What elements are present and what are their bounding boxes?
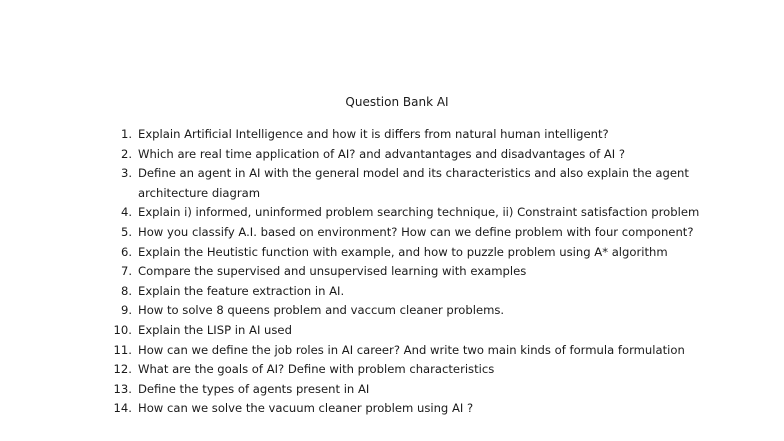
question-text: Compare the supervised and unsupervised learning with examples [138,264,527,279]
question-number: 1. [120,127,132,141]
question-item [106,125,746,145]
question-text: Explain the LISP in AI used [138,322,292,337]
question-text: Define the types of agents present in AI [138,381,370,396]
question-item [106,164,746,203]
question-item [106,360,746,380]
question-text: Explain the Heutistic function with example, and how to puzzle problem using A* algorithm [138,244,668,259]
question-text: How can we define the job roles in AI career? And write two main kinds of formula formulation [138,342,685,357]
question-number: 10. [113,322,132,337]
question-item [106,203,746,223]
question-number: 12. [113,362,132,377]
question-list [106,125,746,419]
question-text: Explain the feature extraction in AI. [138,283,345,298]
question-number: 5. [120,224,132,239]
question-number: 4. [120,205,132,220]
question-item [106,262,746,282]
question-number: 8. [120,283,132,298]
question-text: Define an agent in AI with the general model and its characteristics and also explain the agent architecture diagram [138,166,689,200]
question-item [106,282,746,302]
question-item [106,301,746,321]
question-number: 14. [113,401,132,416]
question-text: How to solve 8 queens problem and vaccum cleaner problems. [138,303,505,318]
question-text: Explain i) informed, uninformed problem searching technique, ii) Constraint satisfaction problem [138,205,700,220]
question-item [106,321,746,341]
question-number: 13. [113,381,132,396]
question-number: 6. [120,244,132,259]
page-title: Question Bank AI [345,95,449,109]
question-item [106,380,746,400]
question-number: 2. [120,146,132,161]
question-number: 3. [120,166,132,181]
question-item [106,145,746,165]
question-number: 9. [120,303,132,318]
question-item [106,399,746,419]
question-text: What are the goals of AI? Define with problem characteristics [138,362,495,377]
question-text: How can we solve the vacuum cleaner problem using AI ? [138,401,474,416]
question-text: How you classify A.I. based on environment? How can we define problem with four component? [138,224,694,239]
question-item [106,223,746,243]
question-item [106,341,746,361]
question-number: 7. [120,264,132,279]
question-item [106,243,746,263]
question-text: Explain Artificial Intelligence and how it is differs from natural human intelligent? [138,127,609,141]
question-text: Which are real time application of AI? and advantantages and disadvantages of AI ? [138,146,626,161]
question-number: 11. [113,342,132,357]
